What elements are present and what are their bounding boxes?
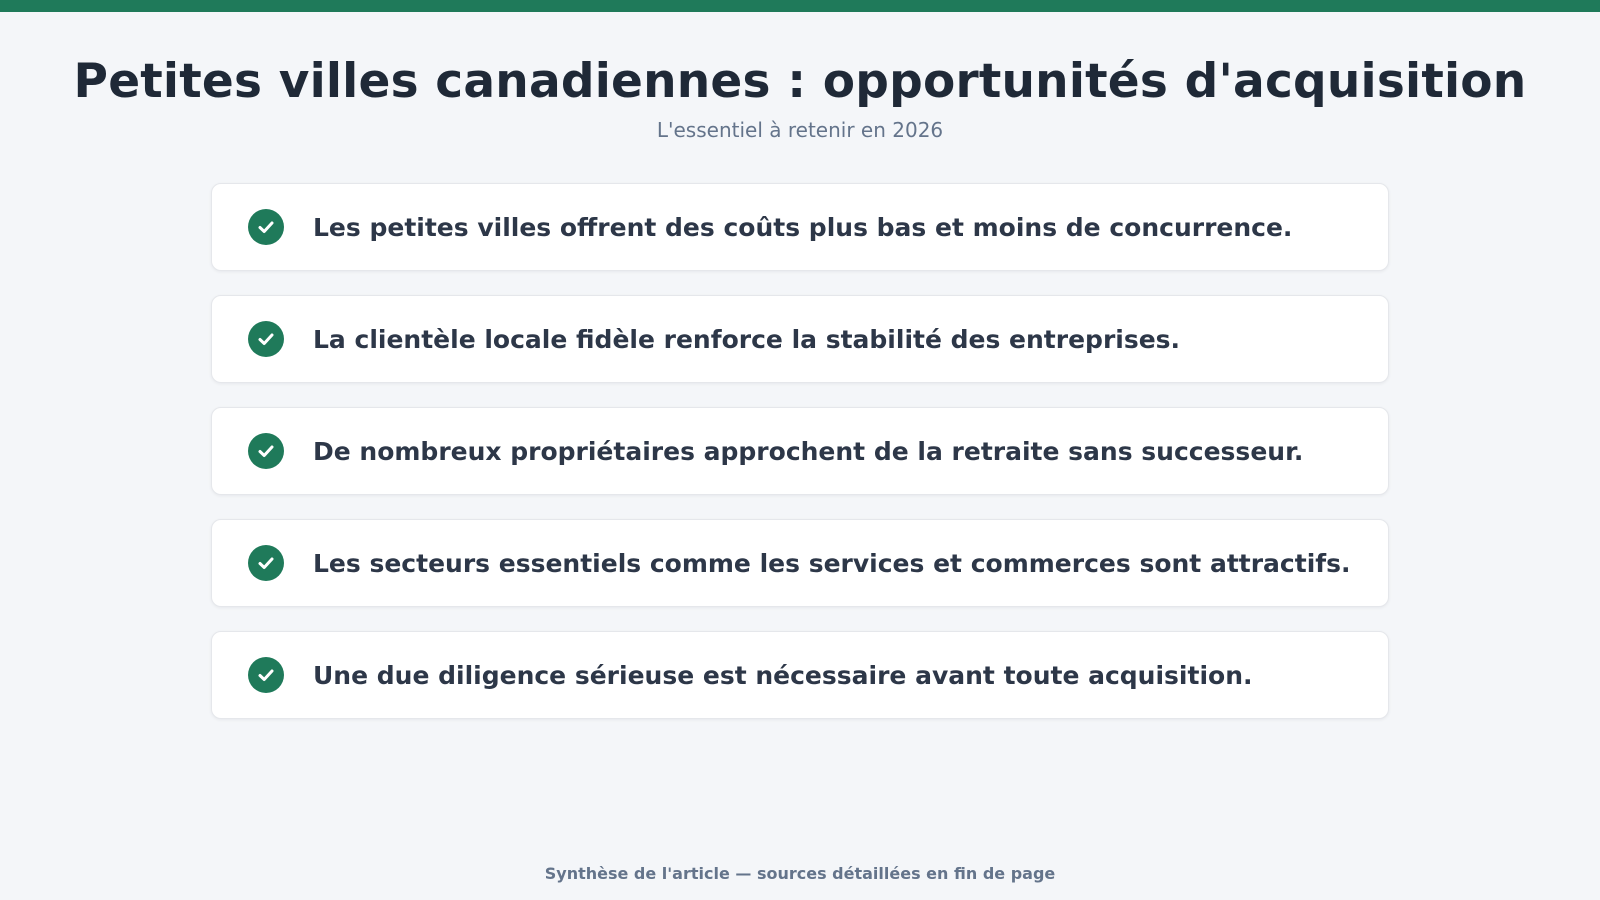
- key-point-text: De nombreux propriétaires approchent de la retraite sans successeur.: [313, 436, 1304, 466]
- page-subtitle: L'essentiel à retenir en 2026: [656, 118, 944, 142]
- check-circle-icon: [248, 657, 284, 693]
- check-circle-icon: [248, 209, 284, 245]
- key-point-card: [211, 407, 1389, 495]
- key-point-card: [211, 295, 1389, 383]
- page-header: [0, 52, 1600, 144]
- key-points-list: [211, 183, 1389, 743]
- page-title: Petites villes canadiennes : opportunités d'acquisition: [73, 54, 1527, 109]
- key-point-text: Une due diligence sérieuse est nécessaire avant toute acquisition.: [313, 660, 1253, 690]
- check-circle-icon: [248, 321, 284, 357]
- key-point-text: Les secteurs essentiels comme les services et commerces sont attractifs.: [313, 548, 1351, 578]
- footer-note: Synthèse de l'article — sources détaillées en fin de page: [544, 864, 1056, 883]
- key-point-text: La clientèle locale fidèle renforce la stabilité des entreprises.: [313, 324, 1181, 354]
- check-circle-icon: [248, 433, 284, 469]
- key-point-card: [211, 183, 1389, 271]
- key-point-card: [211, 519, 1389, 607]
- check-circle-icon: [248, 545, 284, 581]
- key-point-card: [211, 631, 1389, 719]
- key-point-text: Les petites villes offrent des coûts plus bas et moins de concurrence.: [313, 212, 1293, 242]
- top-accent-bar: [0, 0, 1600, 12]
